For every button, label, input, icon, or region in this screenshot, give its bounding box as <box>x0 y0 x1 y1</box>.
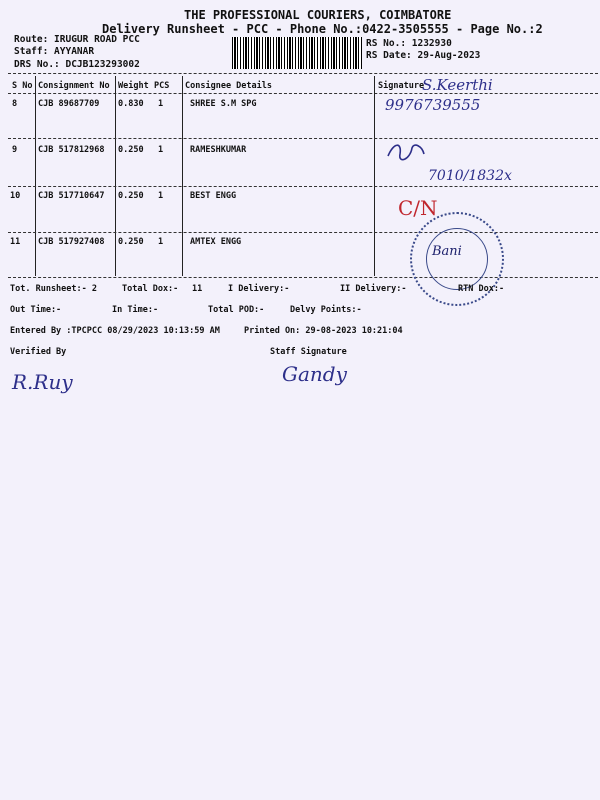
row-sno: 10 <box>10 191 21 201</box>
row-consignment: CJB 517812968 <box>38 145 105 155</box>
divider <box>8 186 598 187</box>
row-sno: 11 <box>10 237 21 247</box>
delvy-points: Delvy Points:- <box>290 305 362 315</box>
stamp-signature: Bani <box>432 244 462 259</box>
row-consignee: SHREE S.M SPG <box>190 99 257 109</box>
row-sno: 8 <box>12 99 18 109</box>
i-delivery: I Delivery:- <box>228 284 290 294</box>
divider <box>8 277 598 278</box>
divider <box>8 138 598 139</box>
column-line <box>35 76 36 276</box>
row-consignment: CJB 517927408 <box>38 237 105 247</box>
column-line <box>182 76 183 276</box>
divider <box>8 73 598 74</box>
ii-delivery: II Delivery:- <box>340 284 407 294</box>
column-line <box>115 76 116 276</box>
drs-number: DRS No.: DCJB123293002 <box>14 59 140 70</box>
total-pod: Total POD:- <box>208 305 265 315</box>
col-consignee: Consignee Details <box>185 81 272 91</box>
row-weight: 0.250 <box>118 191 144 201</box>
handwritten-name: S.Keerthi <box>422 76 493 94</box>
row-pcs: 1 <box>158 99 164 109</box>
col-weight: Weight <box>118 81 149 91</box>
row-consignee: AMTEX ENGG <box>190 237 242 247</box>
in-time: In Time:- <box>112 305 159 315</box>
col-signature: Signature <box>378 81 425 91</box>
scribble-signature-icon <box>384 140 428 166</box>
row-consignment: CJB 517710647 <box>38 191 105 201</box>
barcode <box>232 37 362 69</box>
total-dox-label: Total Dox:- <box>122 284 179 294</box>
stamp-inner-ring <box>426 228 488 290</box>
runsheet-subtitle: Delivery Runsheet - PCC - Phone No.:0422-3505555 - Page No.:2 <box>102 22 543 36</box>
row-weight: 0.250 <box>118 237 144 247</box>
col-sno: S No <box>12 81 33 91</box>
rs-date: RS Date: 29-Aug-2023 <box>366 50 481 61</box>
row-consignee: BEST ENGG <box>190 191 237 201</box>
verified-signature: R.Ruy <box>12 370 73 394</box>
staff-label: Staff: AYYANAR <box>14 46 95 57</box>
row-consignment: CJB 89687709 <box>38 99 100 109</box>
verified-by-label: Verified By <box>10 347 67 357</box>
row-weight: 0.830 <box>118 99 144 109</box>
tot-runsheet: Tot. Runsheet:- 2 <box>10 284 97 294</box>
col-consignment: Consignment No <box>38 81 110 91</box>
handwritten-cn-mark: C/N <box>398 196 438 220</box>
divider <box>8 232 598 233</box>
divider <box>8 93 598 94</box>
handwritten-phone: 9976739555 <box>385 96 481 114</box>
row-pcs: 1 <box>158 191 164 201</box>
column-line <box>374 76 375 276</box>
rs-number: RS No.: 1232930 <box>366 38 452 49</box>
handwritten-number: 7010/1832x <box>428 168 512 184</box>
row-consignee: RAMESHKUMAR <box>190 145 247 155</box>
col-pcs: PCS <box>154 81 170 91</box>
out-time: Out Time:- <box>10 305 62 315</box>
row-pcs: 1 <box>158 145 164 155</box>
entered-by: Entered By :TPCPCC 08/29/2023 10:13:59 AM <box>10 326 220 336</box>
total-dox-value: 11 <box>192 284 203 294</box>
company-title: THE PROFESSIONAL COURIERS, COIMBATORE <box>184 8 452 22</box>
staff-signature: Gandy <box>282 362 347 386</box>
row-weight: 0.250 <box>118 145 144 155</box>
row-sno: 9 <box>12 145 18 155</box>
printed-on: Printed On: 29-08-2023 10:21:04 <box>244 326 403 336</box>
route-label: Route: IRUGUR ROAD PCC <box>14 34 140 45</box>
staff-signature-label: Staff Signature <box>270 347 347 357</box>
row-pcs: 1 <box>158 237 164 247</box>
rtn-dox: RTN Dox:- <box>458 284 505 294</box>
